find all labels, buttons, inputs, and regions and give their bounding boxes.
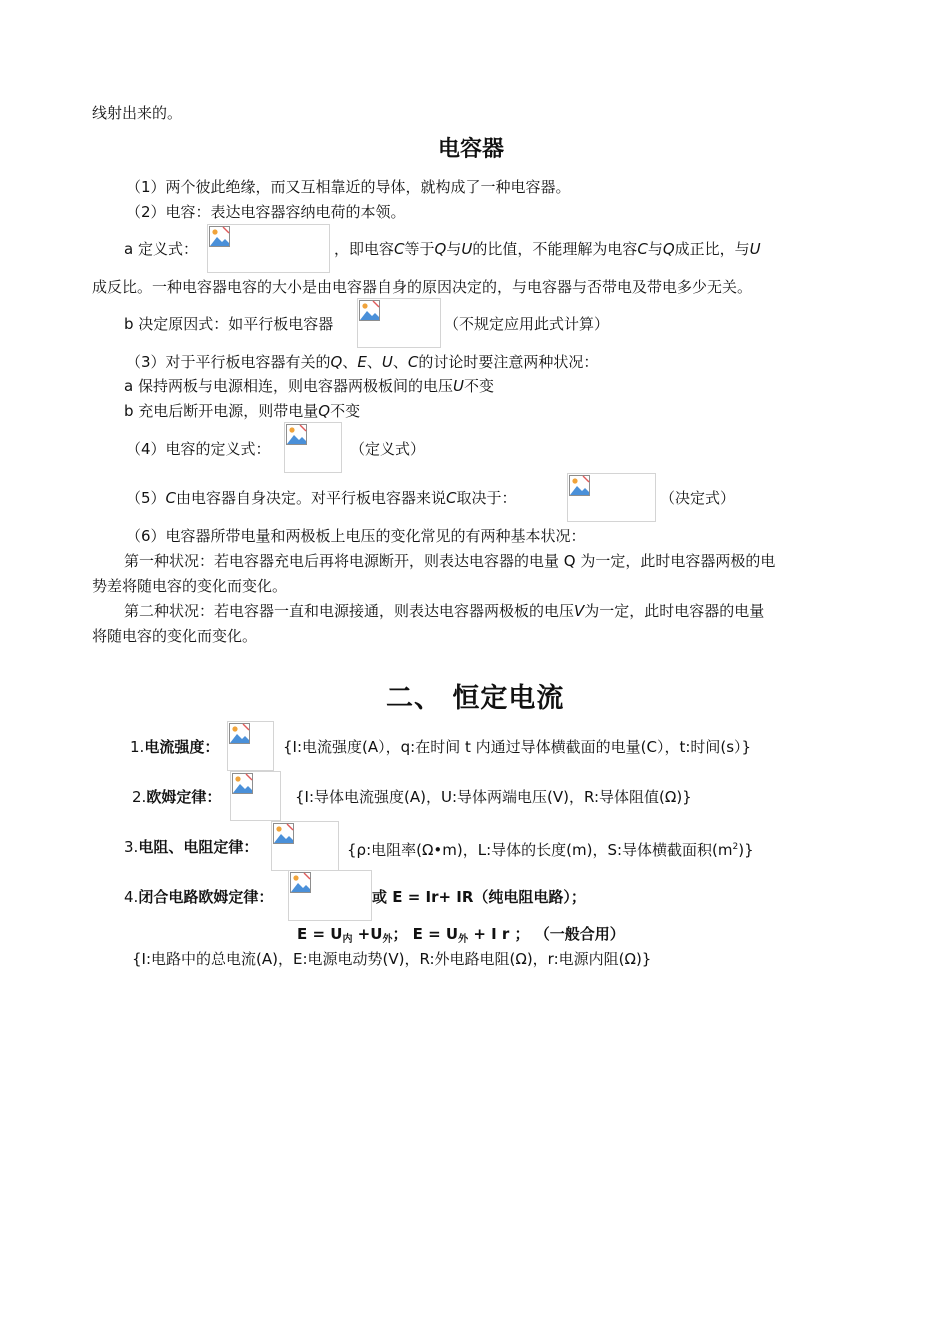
formula-image [271, 821, 339, 871]
item-2-desc: {I:导体电流强度(A)，U:导体两端电压(V)，R:导体阻值(Ω)} [295, 788, 692, 806]
cause-label: b 决定原因式：如平行板电容器 [124, 315, 334, 333]
case-b: b 充电后断开电源，则带电量Q不变 [124, 402, 361, 420]
item-1-label: 1.电流强度： [130, 738, 220, 756]
broken-image-icon [232, 773, 253, 794]
item-4-alt-formula: 或 E = Ir+ IR（纯电阻电路）； [372, 888, 586, 906]
formula-image [567, 473, 656, 522]
section-heading: 电容器 [438, 137, 505, 162]
definition-label: a 定义式： [124, 240, 198, 258]
broken-image-icon [209, 226, 230, 247]
item-4-label: 4.闭合电路欧姆定律： [124, 888, 274, 906]
definition-continued: 成反比。一种电容器电容的大小是由电容器自身的原因决定的，与电容器与否带电及带电多少无关。 [92, 278, 753, 296]
paragraph-2: （2）电容：表达电容器容纳电荷的本领。 [126, 203, 406, 221]
item-4-general-formula: $E = U_内 +U_外$； $E = U_外 + I$ r ； （一般合用） [297, 925, 625, 945]
formula-image [284, 422, 342, 473]
paragraph-5: （5）C由电容器自身决定。对平行板电容器来说C取决于： [126, 489, 517, 507]
broken-image-icon [273, 823, 294, 844]
case-1-line-2: 势差将随电容的变化而变化。 [92, 577, 288, 595]
item-2-label: 2.欧姆定律： [132, 788, 222, 806]
formula-image [288, 870, 372, 921]
paragraph-1: （1）两个彼此绝缘，而又互相靠近的导体，就构成了一种电容器。 [126, 178, 571, 196]
item-3-desc: {ρ:电阻率(Ω•m)，L:导体的长度(m)，S:导体横截面积$(m^2)$} [347, 841, 754, 859]
paragraph-6: （6）电容器所带电量和两极板上电压的变化常见的有两种基本状况： [126, 527, 586, 545]
formula-image [230, 771, 281, 821]
item-1-desc: {I:电流强度(A），q:在时间 t 内通过导体横截面的电量(C），t:时间(s）} [283, 738, 752, 756]
case-2-line-2: 将随电容的变化而变化。 [92, 627, 258, 645]
case-a: a 保持两板与电源相连，则电容器两极板间的电压U不变 [124, 377, 494, 395]
paragraph-4: （4）电容的定义式： [126, 440, 271, 458]
cause-note: （不规定应用此式计算） [444, 315, 610, 333]
case-1-line-1: 第一种状况：若电容器充电后再将电源断开，则表达电容器的电量 Q 为一定，此时电容器两极的电 [124, 552, 776, 570]
broken-image-icon [229, 723, 250, 744]
broken-image-icon [290, 872, 311, 893]
broken-image-icon [359, 300, 380, 321]
chapter-heading: 二、 恒定电流 [386, 683, 565, 714]
formula-image [227, 721, 274, 771]
definition-note: （定义式） [350, 440, 426, 458]
formula-image [357, 298, 441, 348]
determining-note: （决定式） [660, 489, 736, 507]
case-2-line-1: 第二种状况：若电容器一直和电源接通，则表达电容器两极板的电压V为一定，此时电容器的电量 [124, 602, 765, 620]
item-3-label: 3.电阻、电阻定律： [124, 838, 259, 856]
definition-text: ，即电容C等于Q与U的比值，不能理解为电容C与Q成正比，与U [334, 240, 761, 258]
broken-image-icon [569, 475, 590, 496]
paragraph-3: （3）对于平行板电容器有关的Q、E、U、C的讨论时要注意两种状况： [126, 353, 599, 371]
body-text: 线射出来的。 [92, 104, 183, 122]
formula-image [207, 224, 330, 273]
broken-image-icon [286, 424, 307, 445]
item-4-desc: {I:电路中的总电流(A)，E:电源电动势(V)，R:外电路电阻(Ω)，r:电源内阻(Ω)} [132, 950, 652, 968]
